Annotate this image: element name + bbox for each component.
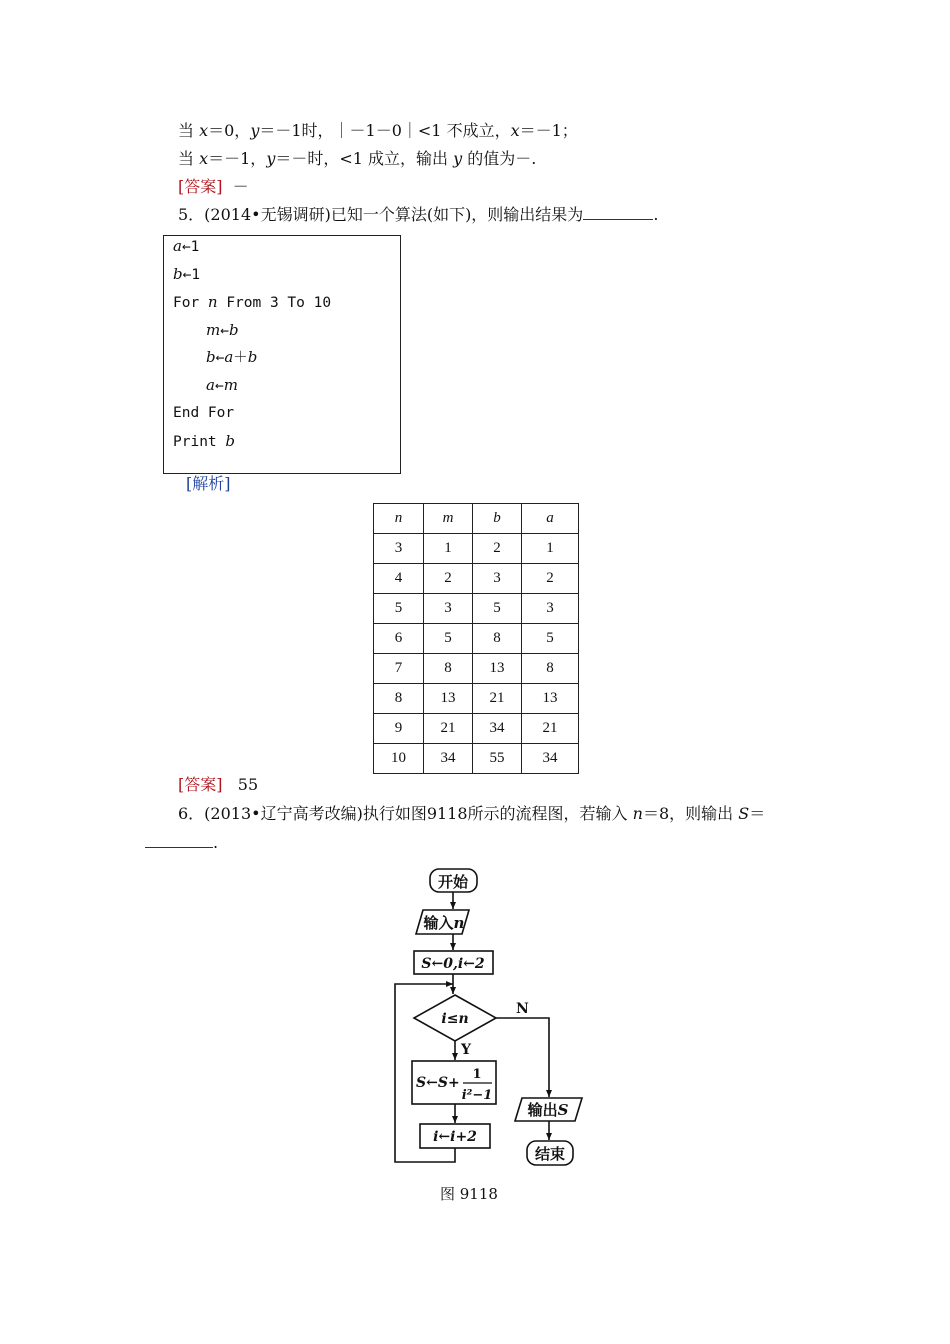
increment-label: i←i+2 xyxy=(433,1129,477,1145)
code-line-8: Print b xyxy=(173,432,235,450)
code-line-7: End For xyxy=(173,405,235,421)
question-5-stem: 5．(2014•无锡调研)已知一个算法(如下)，则输出结果为 . xyxy=(178,205,659,224)
cell: 3 xyxy=(473,564,522,594)
cell: 8 xyxy=(374,684,424,714)
header-n: n xyxy=(374,504,424,534)
solution-line-1: 当 x＝0，y＝－1时，｜－1－0｜<1 不成立，x＝－1； xyxy=(178,121,578,140)
code-line-4: m←b xyxy=(206,321,239,339)
cell: 8 xyxy=(473,624,522,654)
question-6-blank-line: . xyxy=(145,832,218,854)
fraction-numerator: 1 xyxy=(472,1067,482,1082)
figure-caption: 图 9118 xyxy=(440,1185,498,1203)
cell: 13 xyxy=(522,684,579,714)
cell: 55 xyxy=(473,744,522,774)
cell: 1 xyxy=(522,534,579,564)
answer-value: 55 xyxy=(237,775,259,794)
condition-label: i≤n xyxy=(441,1011,469,1027)
cell: 4 xyxy=(374,564,424,594)
cell: 10 xyxy=(374,744,424,774)
cell: 34 xyxy=(424,744,473,774)
end-label: 结束 xyxy=(534,1145,566,1163)
solution-line-2: 当 x＝－1，y＝－时，<1 成立，输出 y 的值为－. xyxy=(178,149,537,168)
start-label: 开始 xyxy=(437,873,469,891)
cell: 7 xyxy=(374,654,424,684)
cell: 2 xyxy=(424,564,473,594)
no-label: N xyxy=(516,1001,529,1017)
init-label: S←0,i←2 xyxy=(421,956,485,972)
cell: 13 xyxy=(473,654,522,684)
cell: 2 xyxy=(473,534,522,564)
cell: 13 xyxy=(424,684,473,714)
header-a: a xyxy=(522,504,579,534)
cell: 2 xyxy=(522,564,579,594)
input-label: 输入n xyxy=(423,914,465,932)
header-m: m xyxy=(424,504,473,534)
cell: 3 xyxy=(522,594,579,624)
answer-value: － xyxy=(232,177,249,196)
code-line-3: For n From 3 To 10 xyxy=(173,293,332,311)
yes-label: Y xyxy=(461,1042,471,1058)
cell: 21 xyxy=(522,714,579,744)
cell: 1 xyxy=(424,534,473,564)
cell: 21 xyxy=(473,684,522,714)
fraction-denominator: i²−1 xyxy=(461,1088,493,1103)
cell: 6 xyxy=(374,624,424,654)
code-line-2: b←1 xyxy=(173,265,201,283)
cell: 8 xyxy=(522,654,579,684)
cell: 3 xyxy=(374,534,424,564)
question-6-stem: 6．(2013•辽宁高考改编)执行如图9118所示的流程图，若输入 n＝8，则输出 S＝ xyxy=(178,804,766,823)
answer-label: [答案] xyxy=(178,775,223,794)
analysis-label: [解析] xyxy=(186,474,231,493)
cell: 3 xyxy=(424,594,473,624)
answer-label: [答案] xyxy=(178,177,223,196)
code-line-5: b←a＋b xyxy=(206,348,258,366)
output-label: 输出S xyxy=(527,1101,569,1119)
cell: 34 xyxy=(522,744,579,774)
header-b: b xyxy=(473,504,522,534)
cell: 8 xyxy=(424,654,473,684)
code-line-1: a←1 xyxy=(173,237,200,255)
sum-update-label: S←S+ xyxy=(416,1075,460,1091)
cell: 5 xyxy=(374,594,424,624)
cell: 5 xyxy=(424,624,473,654)
no-branch-arrow xyxy=(496,1018,549,1097)
cell: 34 xyxy=(473,714,522,744)
cell: 21 xyxy=(424,714,473,744)
cell: 5 xyxy=(473,594,522,624)
cell: 5 xyxy=(522,624,579,654)
code-line-6: a←m xyxy=(206,376,238,394)
cell: 9 xyxy=(374,714,424,744)
